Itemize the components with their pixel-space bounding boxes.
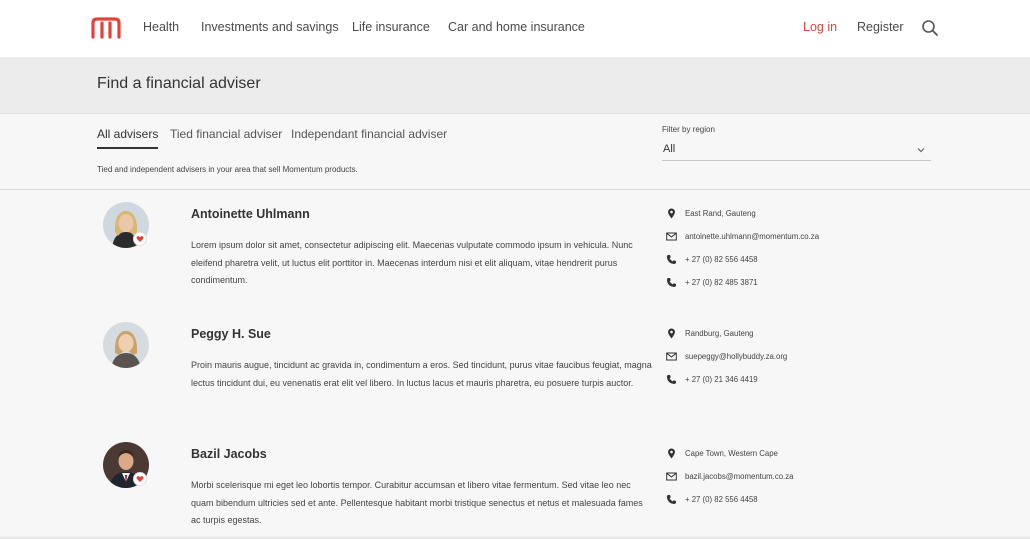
region-select[interactable] — [662, 140, 931, 161]
phone-icon — [666, 254, 677, 265]
adviser-name: Antoinette Uhlmann — [191, 207, 310, 221]
adviser-bio: Lorem ipsum dolor sit amet, consectetur adipiscing elit. Maecenas vulputate commodo ipsum in vehicula. Nunc eleifend pharetra velit, ut luctus elit porttitor in. Maecenas interdum nisi et elit aliquam, vitae hendrerit purus condimentum. — [191, 240, 633, 285]
favourite-badge[interactable] — [134, 473, 146, 485]
nav-car-and-home-insurance[interactable]: Car and home insurance — [448, 20, 585, 34]
location-pin-icon — [666, 448, 677, 459]
adviser-card — [0, 311, 1030, 431]
search-icon[interactable] — [921, 19, 939, 37]
login-link[interactable]: Log in — [803, 20, 838, 34]
page-banner — [0, 57, 1030, 114]
nav-life-insurance[interactable]: Life insurance — [352, 20, 430, 34]
adviser-bio: Proin mauris augue, tincidunt ac gravida in, condimentum a eros. Sed tincidunt, purus vitae faucibus feugiat, magna lectus tincidunt dui, eu venenatis erat elit vel libero. In luctus lacus et mauris pharetra, eu posuere turpis auctor. — [191, 360, 652, 388]
envelope-icon — [666, 471, 677, 482]
location-text: Cape Town, Western Cape — [685, 449, 778, 458]
phone-number[interactable]: + 27 (0) 82 556 4458 — [685, 495, 758, 504]
adviser-email[interactable] — [666, 351, 966, 363]
tab-description: Tied and independent advisers in your area that sell Momentum products. — [97, 165, 358, 174]
adviser-email[interactable] — [666, 231, 966, 243]
tab-independant-financial-adviser[interactable]: Independant financial adviser — [291, 127, 448, 141]
location-pin-icon — [666, 208, 677, 219]
email-link[interactable]: antoinette.uhlmann@momentum.co.za — [685, 232, 820, 241]
tab-tied-financial-adviser[interactable]: Tied financial adviser — [170, 127, 283, 141]
email-link[interactable]: suepeggy@hollybuddy.za.org — [685, 352, 788, 361]
top-navigation — [0, 0, 1030, 57]
heart-icon — [136, 475, 144, 483]
nav-investments-and-savings[interactable]: Investments and savings — [201, 20, 339, 34]
favourite-badge[interactable] — [134, 233, 146, 245]
avatar[interactable] — [103, 322, 149, 368]
adviser-bio: Morbi scelerisque mi eget leo lobortis tempor. Curabitur accumsan et libero vitae fermentum. Sed vitae leo nec quam bibendum ultricies sed et ante. Pellentesque habitant morbi tristique senectus et netus et malesuada fames ac turpis egestas. — [191, 480, 643, 525]
page-title: Find a financial adviser — [97, 75, 261, 92]
register-link[interactable]: Register — [857, 20, 904, 34]
location-text: East Rand, Gauteng — [685, 209, 756, 218]
filter-bar — [0, 114, 1030, 190]
phone-number[interactable]: + 27 (0) 82 556 4458 — [685, 255, 758, 264]
phone-icon — [666, 494, 677, 505]
adviser-location — [666, 328, 966, 340]
adviser-phone[interactable] — [666, 254, 966, 266]
envelope-icon — [666, 231, 677, 242]
phone-icon — [666, 374, 677, 385]
adviser-name: Bazil Jacobs — [191, 447, 267, 461]
adviser-card — [0, 191, 1030, 311]
bottom-shadow — [0, 535, 1030, 539]
adviser-location — [666, 448, 966, 460]
phone-number[interactable]: + 27 (0) 21 346 4419 — [685, 375, 758, 384]
phone-icon — [666, 277, 677, 288]
adviser-card — [0, 431, 1030, 539]
adviser-name: Peggy H. Sue — [191, 327, 271, 341]
chevron-down-icon — [916, 145, 926, 155]
region-select-value: All — [663, 143, 676, 155]
phone-number[interactable]: + 27 (0) 82 485 3871 — [685, 278, 758, 287]
location-pin-icon — [666, 328, 677, 339]
envelope-icon — [666, 351, 677, 362]
tab-all-advisers[interactable]: All advisers — [97, 127, 158, 149]
adviser-phone[interactable] — [666, 277, 966, 289]
region-filter-label: Filter by region — [662, 125, 715, 134]
heart-icon — [136, 235, 144, 243]
nav-health[interactable]: Health — [143, 20, 180, 34]
location-text: Randburg, Gauteng — [685, 329, 754, 338]
adviser-location — [666, 208, 966, 220]
email-link[interactable]: bazil.jacobs@momentum.co.za — [685, 472, 794, 481]
momentum-logo-icon[interactable] — [91, 17, 121, 39]
adviser-phone[interactable] — [666, 494, 966, 506]
adviser-phone[interactable] — [666, 374, 966, 386]
adviser-email[interactable] — [666, 471, 966, 483]
